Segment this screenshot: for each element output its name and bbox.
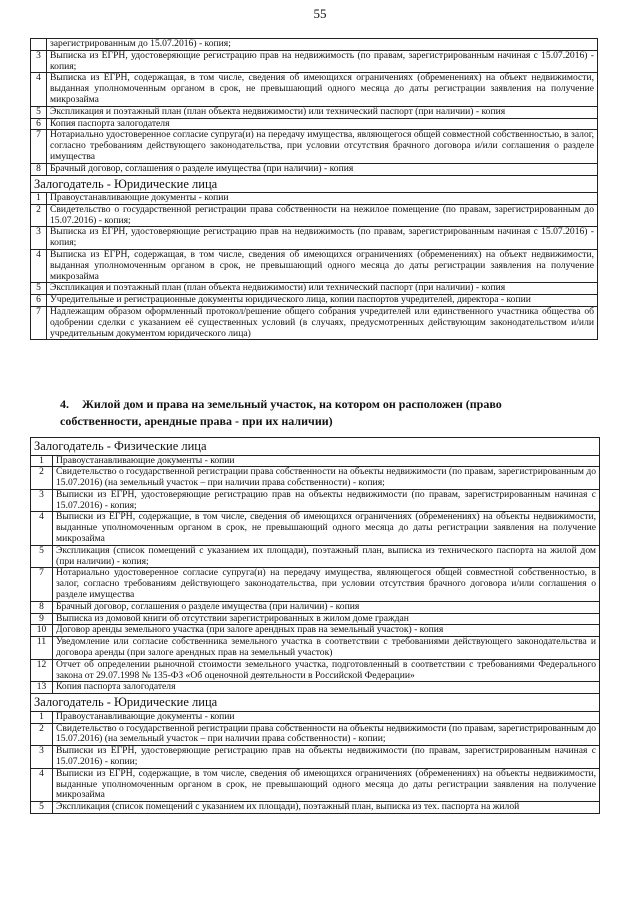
row-number: 4: [31, 73, 47, 106]
row-number: 5: [31, 802, 53, 814]
section-title: Жилой дом и права на земельный участок, на котором он расположен (право собственности, арендные права - при их наличии): [60, 397, 502, 428]
row-number: 1: [31, 711, 53, 723]
table-row: [31, 50, 598, 73]
row-text: Учредительные и регистрационные документы юридического лица, копии паспортов учредителей, директора - копии: [47, 295, 598, 307]
row-text: Нотариально удостоверенное согласие супруга(и) на передачу имущества, являющегося общей совместной собственностью, в залог, согласно требованиям действующего законодательства, при условии отсутствия брачного договора и/или соглашения о разделе имущества: [53, 568, 600, 601]
row-text: Выписки из ЕГРН, содержащие, в том числе, сведения об имеющихся ограничениях (обременениях) на объекты недвижимости, выданные уполномоченным органом в срок, не превышающий одного месяца до даты регистрации заявления на получение микрозайма: [53, 768, 600, 801]
documents-table-continued: [30, 38, 598, 340]
row-number: 3: [31, 746, 53, 769]
row-number: 4: [31, 768, 53, 801]
table-row: [31, 512, 600, 545]
row-text: Выписка из ЕГРН, удостоверяющие регистрацию прав на недвижимость (по правам, зарегистрированным начиная с 15.07.2016) - копия;: [47, 50, 598, 73]
legal-rows: [31, 193, 598, 340]
row-text: Договор аренды земельного участка (при залоге арендных прав на земельный участок) - копия: [53, 625, 600, 637]
row-text: Уведомление или согласие собственника земельного участка в соответствии с требованиями действующего законодательства и договора аренды (при залоге арендных прав на земельный участок): [53, 637, 600, 660]
row-number: 10: [31, 625, 53, 637]
row-text: Выписка из ЕГРН, содержащая, в том числе, сведения об имеющихся ограничениях (обременениях) на объект недвижимости, выданная уполномоченным органом в срок, не превышающий одного месяца до даты регистрации заявления на получение микрозайма: [47, 250, 598, 283]
row-text: Брачный договор, соглашения о разделе имущества (при наличии) - копия: [47, 163, 598, 175]
section-4-heading: [60, 396, 580, 430]
row-number: 4: [31, 250, 47, 283]
row-text: Выписки из ЕГРН, удостоверяющие регистрацию прав на объекты недвижимости (по правам, зарегистрированным начиная с 15.07.2016) - копия;: [53, 489, 600, 512]
row-text: Выписка из ЕГРН, удостоверяющие регистрацию прав на недвижимость (по правам, зарегистрированным начиная с 15.07.2016) - копия;: [47, 227, 598, 250]
table-row: [31, 250, 598, 283]
row-number: 5: [31, 283, 47, 295]
table-row: [31, 163, 598, 175]
table-row: [31, 193, 598, 205]
table-row: [31, 768, 600, 801]
row-text: Копия паспорта залогодателя: [47, 118, 598, 130]
section-heading-physical: Залогодатель - Физические лица: [31, 438, 600, 456]
table-row: [31, 39, 598, 51]
row-number: 7: [31, 568, 53, 601]
section-row: [31, 694, 600, 712]
row-number: 3: [31, 489, 53, 512]
row-number: 1: [31, 193, 47, 205]
section-heading-legal: Залогодатель - Юридические лица: [31, 694, 600, 712]
table-row: [31, 625, 600, 637]
row-number: 2: [31, 467, 53, 490]
table-row: [31, 73, 598, 106]
table-row: [31, 659, 600, 682]
row-number: 2: [31, 204, 47, 227]
row-text: Надлежащим образом оформленный протокол/решение общего собрания учредителей или единственного участника общества об одобрении сделки с указанием её существенных условий (в случаях, предусмотренных действующим законодательством и/или учредительным документом юридического лица): [47, 307, 598, 340]
table-row: [31, 489, 600, 512]
row-text: Свидетельство о государственной регистрации права собственности на нежилое помещение (по правам, зарегистрированным до 15.07.2016) - копия;: [47, 204, 598, 227]
row-text: Выписки из ЕГРН, содержащие, в том числе, сведения об имеющихся ограничениях (обременениях) на объекты недвижимости, выданные уполномоченным органом в срок, не превышающий одного месяца до даты регистрации заявления на получение микрозайма: [53, 512, 600, 545]
row-text: Экспликация и поэтажный план (план объекта недвижимости) или технический паспорт (при наличии) - копия: [47, 106, 598, 118]
house-documents-table: [30, 437, 600, 814]
page-number: 55: [313, 6, 327, 21]
table-row: [31, 118, 598, 130]
legal-rows-2: [31, 711, 600, 813]
section-row: [31, 438, 600, 456]
table-row: [31, 130, 598, 163]
row-text: Выписка из домовой книги об отсутствии зарегистрированных в жилом доме граждан: [53, 613, 600, 625]
row-text: Правоустанавливающие документы - копии: [53, 711, 600, 723]
section-heading-legal: Залогодатель - Юридические лица: [31, 175, 598, 193]
table-row: [31, 283, 598, 295]
row-number: 5: [31, 106, 47, 118]
row-number: 6: [31, 295, 47, 307]
row-number: 7: [31, 130, 47, 163]
row-number: 3: [31, 50, 47, 73]
table-row: [31, 545, 600, 568]
table-row: [31, 637, 600, 660]
row-text: Правоустанавливающие документы - копии: [53, 455, 600, 467]
table-row: [31, 711, 600, 723]
table-row: [31, 227, 598, 250]
table-row: [31, 682, 600, 694]
table-row: [31, 746, 600, 769]
row-text: Выписки из ЕГРН, удостоверяющие регистрацию прав на объекты недвижимости (по правам, зарегистрированным начиная с 15.07.2016) - копии;: [53, 746, 600, 769]
row-text: Свидетельство о государственной регистрации права собственности на объекты недвижимости (по правам, зарегистрированным до 15.07.2016) (на земельный участок – при наличии права собственности) - копия;: [53, 467, 600, 490]
table-row: [31, 568, 600, 601]
row-text: Экспликация (список помещений с указанием их площади), поэтажный план, выписка из технического паспорта на жилой дом (при наличии) - копия;: [53, 545, 600, 568]
row-text: Выписка из ЕГРН, содержащая, в том числе, сведения об имеющихся ограничениях (обременениях) на объект недвижимости, выданная уполномоченным органом в срок, не превышающий одного месяца до даты регистрации заявления на получение микрозайма: [47, 73, 598, 106]
physical-rows: [31, 455, 600, 694]
row-text: зарегистрированным до 15.07.2016) - копия;: [47, 39, 598, 51]
row-number: 8: [31, 601, 53, 613]
table-row: [31, 613, 600, 625]
row-number: 5: [31, 545, 53, 568]
table-row: [31, 723, 600, 746]
row-text: Экспликация (список помещений с указанием их площади), поэтажный план, выписка из тех. паспорта на жилой: [53, 802, 600, 814]
table-row: [31, 106, 598, 118]
physical-rows-continued: [31, 50, 598, 175]
table-row: [31, 467, 600, 490]
section-number: 4.: [60, 397, 69, 411]
section-row: [31, 175, 598, 193]
row-number: 9: [31, 613, 53, 625]
row-text: Экспликация и поэтажный план (план объекта недвижимости) или технический паспорт (при наличии) - копия: [47, 283, 598, 295]
table-row: [31, 307, 598, 340]
row-number: 8: [31, 163, 47, 175]
row-text: Нотариально удостоверенное согласие супруга(и) на передачу имущества, являющегося общей совместной собственностью, в залог, согласно требованиям действующего законодательства, при условии отсутствия брачного договора и/или соглашения о разделе имущества: [47, 130, 598, 163]
row-number: 4: [31, 512, 53, 545]
row-number: [31, 39, 47, 51]
row-number: 12: [31, 659, 53, 682]
table-row: [31, 204, 598, 227]
row-text: Правоустанавливающие документы - копии: [47, 193, 598, 205]
row-number: 3: [31, 227, 47, 250]
row-number: 13: [31, 682, 53, 694]
row-text: Копия паспорта залогодателя: [53, 682, 600, 694]
table-row: [31, 601, 600, 613]
table-row: [31, 295, 598, 307]
row-text: Свидетельство о государственной регистрации права собственности на объекты недвижимости (по правам, зарегистрированным до 15.07.2016) (на земельный участок – при наличии права собственности) - копии;: [53, 723, 600, 746]
row-number: 1: [31, 455, 53, 467]
row-number: 6: [31, 118, 47, 130]
row-text: Отчет об определении рыночной стоимости земельного участка, подготовленный в соответствии с требованиями Федерального закона от 29.07.1998 № 135-ФЗ «Об оценочной деятельности в Российской Федерации»: [53, 659, 600, 682]
row-number: 11: [31, 637, 53, 660]
table-row: [31, 455, 600, 467]
table-row: [31, 802, 600, 814]
row-number: 7: [31, 307, 47, 340]
row-text: Брачный договор, соглашения о разделе имущества (при наличии) - копия: [53, 601, 600, 613]
row-number: 2: [31, 723, 53, 746]
